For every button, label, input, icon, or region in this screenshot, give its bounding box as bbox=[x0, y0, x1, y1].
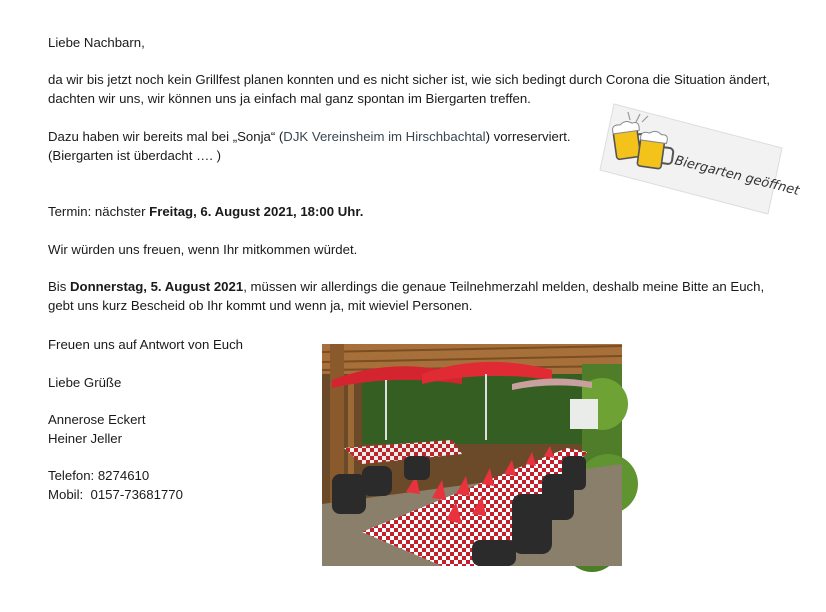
salutation: Liebe Nachbarn, bbox=[48, 35, 145, 50]
phone-line: Telefon: 8274610 bbox=[48, 468, 150, 483]
termin-line bbox=[48, 202, 363, 221]
paragraph-2-post: ) vorreserviert. bbox=[485, 129, 571, 144]
biergarten-sticker bbox=[600, 100, 801, 218]
answer-line: Freuen uns auf Antwort von Euch bbox=[48, 337, 243, 352]
invite-line: Wir würden uns freuen, wenn Ihr mitkommen würdet. bbox=[48, 242, 358, 257]
deadline-pre: Bis bbox=[48, 279, 70, 294]
termin-date: Freitag, 6. August 2021, 18:00 Uhr. bbox=[149, 204, 364, 219]
deadline-line-1 bbox=[48, 277, 764, 296]
paragraph-2-pre: Dazu haben wir bereits mal bei „Sonja“ ( bbox=[48, 129, 284, 144]
sticker-text: Biergarten geöffnet bbox=[673, 153, 801, 199]
termin-label: Termin: nächster bbox=[48, 204, 150, 219]
paragraph-1-line-1: da wir bis jetzt noch kein Grillfest planen konnten und es nicht sicher ist, wie sich bedingt durch Corona die Situation ändert, bbox=[48, 72, 771, 87]
signature-name-2: Heiner Jeller bbox=[48, 431, 123, 446]
deadline-line-2: gebt uns kurz Bescheid ob Ihr kommt und wenn ja, mit wieviel Personen. bbox=[48, 298, 473, 313]
greeting: Liebe Grüße bbox=[48, 375, 122, 390]
venue-name: DJK Vereinsheim im Hirschbachtal bbox=[283, 129, 486, 144]
paragraph-1-line-2: dachten wir uns, wir können uns ja einfach mal ganz spontan im Biergarten treffen. bbox=[48, 91, 531, 106]
deadline-post: , müssen wir allerdings die genaue Teilnehmerzahl melden, deshalb meine Bitte an Euch, bbox=[243, 279, 765, 294]
paragraph-2-line-2: (Biergarten ist überdacht …. ) bbox=[48, 148, 221, 163]
mobile-line: Mobil: 0157-73681770 bbox=[48, 487, 183, 502]
deadline-date: Donnerstag, 5. August 2021 bbox=[69, 279, 244, 294]
signature-name-1: Annerose Eckert bbox=[48, 412, 146, 427]
beer-garden-tables-photo bbox=[322, 344, 622, 566]
paragraph-2-line-1 bbox=[48, 127, 571, 146]
